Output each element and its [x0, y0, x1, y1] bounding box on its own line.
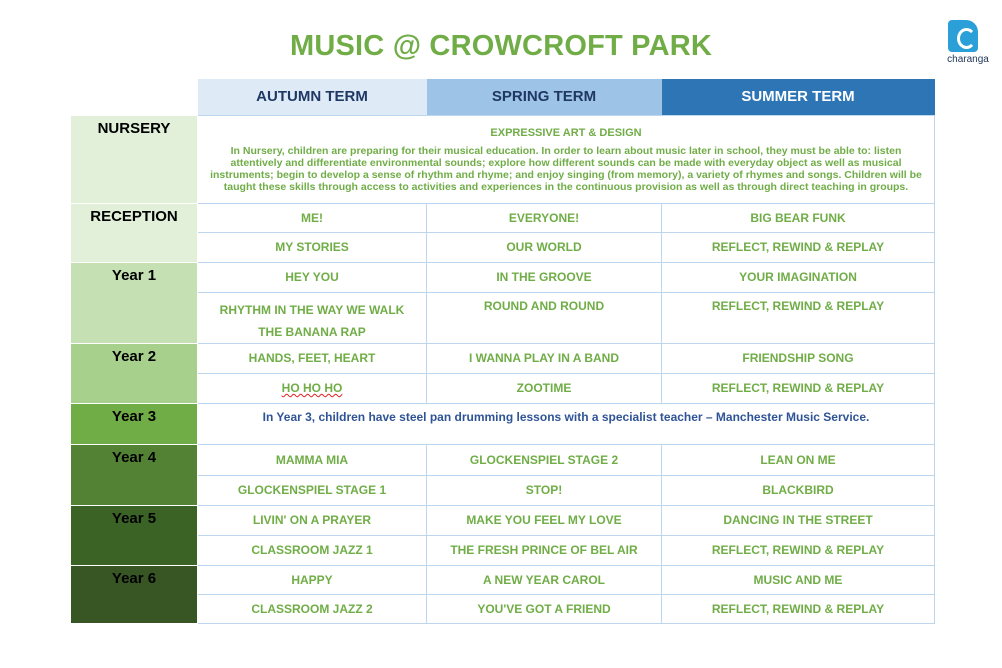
nursery-body-text: In Nursery, children are preparing for their musical education. In order to learn about music later in school, they must be able to: listen attentively and differentiate environmental sounds; explore how different sounds can be made with everyday object as well as musical instruments; begin to develop a sense of rhythm and rhyme; and enjoy singing (from memory), a variety of rhymes and songs. Children will be taught these skills through access to activities and experiences in the continuous provision as well as through direct teaching in groups. [210, 145, 922, 193]
table-row [71, 232, 935, 262]
unit-cell: OUR WORLD [427, 232, 662, 262]
unit-cell: HAPPY [198, 565, 427, 594]
unit-cell: ZOOTIME [427, 373, 662, 403]
year-label-reception: RECEPTION [71, 203, 198, 262]
spring-term-header: SPRING TERM [427, 79, 662, 115]
unit-cell: EVERYONE! [427, 203, 662, 232]
table-row [71, 373, 935, 403]
unit-cell: REFLECT, REWIND & REPLAY [662, 535, 935, 565]
unit-cell: LEAN ON ME [662, 444, 935, 475]
table-row [71, 262, 935, 292]
unit-cell: CLASSROOM JAZZ 1 [198, 535, 427, 565]
table-row [71, 444, 935, 475]
year-3-note: In Year 3, children have steel pan drumming lessons with a specialist teacher – Manchester Music Service. [198, 403, 935, 444]
autumn-term-header: AUTUMN TERM [198, 79, 427, 115]
unit-cell: REFLECT, REWIND & REPLAY [662, 594, 935, 623]
nursery-description [198, 115, 935, 203]
unit-cell: ROUND AND ROUND [427, 292, 662, 343]
unit-cell: REFLECT, REWIND & REPLAY [662, 232, 935, 262]
unit-cell: FRIENDSHIP SONG [662, 343, 935, 373]
year-label-nursery: NURSERY [71, 115, 198, 203]
unit-cell: HEY YOU [198, 262, 427, 292]
unit-cell: REFLECT, REWIND & REPLAY [662, 292, 935, 343]
unit-cell: YOUR IMAGINATION [662, 262, 935, 292]
blank-corner [71, 79, 198, 115]
table-row [71, 403, 935, 444]
unit-text: HO HO HO [281, 381, 343, 395]
unit-cell: HANDS, FEET, HEART [198, 343, 427, 373]
table-row [71, 203, 935, 232]
unit-cell: THE FRESH PRINCE OF BEL AIR [427, 535, 662, 565]
unit-cell [198, 373, 427, 403]
unit-cell: BLACKBIRD [662, 475, 935, 505]
music-curriculum-table [70, 79, 935, 624]
year-label-year-1: Year 1 [71, 262, 198, 343]
table-row [71, 292, 935, 343]
unit-cell: ME! [198, 203, 427, 232]
unit-cell: STOP! [427, 475, 662, 505]
nursery-heading: EXPRESSIVE ART & DESIGN [490, 127, 642, 139]
unit-cell: GLOCKENSPIEL STAGE 1 [198, 475, 427, 505]
unit-cell: MY STORIES [198, 232, 427, 262]
unit-cell: I WANNA PLAY IN A BAND [427, 343, 662, 373]
unit-cell: REFLECT, REWIND & REPLAY [662, 373, 935, 403]
charanga-logo-icon [948, 20, 978, 52]
unit-cell: MAKE YOU FEEL MY LOVE [427, 505, 662, 535]
term-header-row [71, 79, 935, 115]
page-title: MUSIC @ CROWCROFT PARK [290, 30, 712, 62]
table-row [71, 594, 935, 623]
unit-cell: MUSIC AND ME [662, 565, 935, 594]
unit-cell: CLASSROOM JAZZ 2 [198, 594, 427, 623]
nursery-row [71, 115, 935, 203]
table-row [71, 343, 935, 373]
table-row [71, 475, 935, 505]
unit-cell: DANCING IN THE STREET [662, 505, 935, 535]
logo-text: charanga [947, 54, 989, 65]
year-label-year-4: Year 4 [71, 444, 198, 505]
year-label-year-3: Year 3 [71, 403, 198, 444]
unit-cell: YOU'VE GOT A FRIEND [427, 594, 662, 623]
charanga-logo [940, 20, 996, 70]
year-label-year-5: Year 5 [71, 505, 198, 565]
unit-cell: GLOCKENSPIEL STAGE 2 [427, 444, 662, 475]
unit-cell: A NEW YEAR CAROL [427, 565, 662, 594]
unit-cell: MAMMA MIA [198, 444, 427, 475]
unit-line: RHYTHM IN THE WAY WE WALK [219, 302, 405, 317]
table-row [71, 505, 935, 535]
table-row [71, 565, 935, 594]
unit-cell: IN THE GROOVE [427, 262, 662, 292]
unit-line: THE BANANA RAP [258, 324, 366, 339]
unit-cell [198, 292, 427, 343]
table-row [71, 535, 935, 565]
unit-cell: LIVIN' ON A PRAYER [198, 505, 427, 535]
year-label-year-6: Year 6 [71, 565, 198, 623]
summer-term-header: SUMMER TERM [662, 79, 935, 115]
unit-cell: BIG BEAR FUNK [662, 203, 935, 232]
year-label-year-2: Year 2 [71, 343, 198, 403]
